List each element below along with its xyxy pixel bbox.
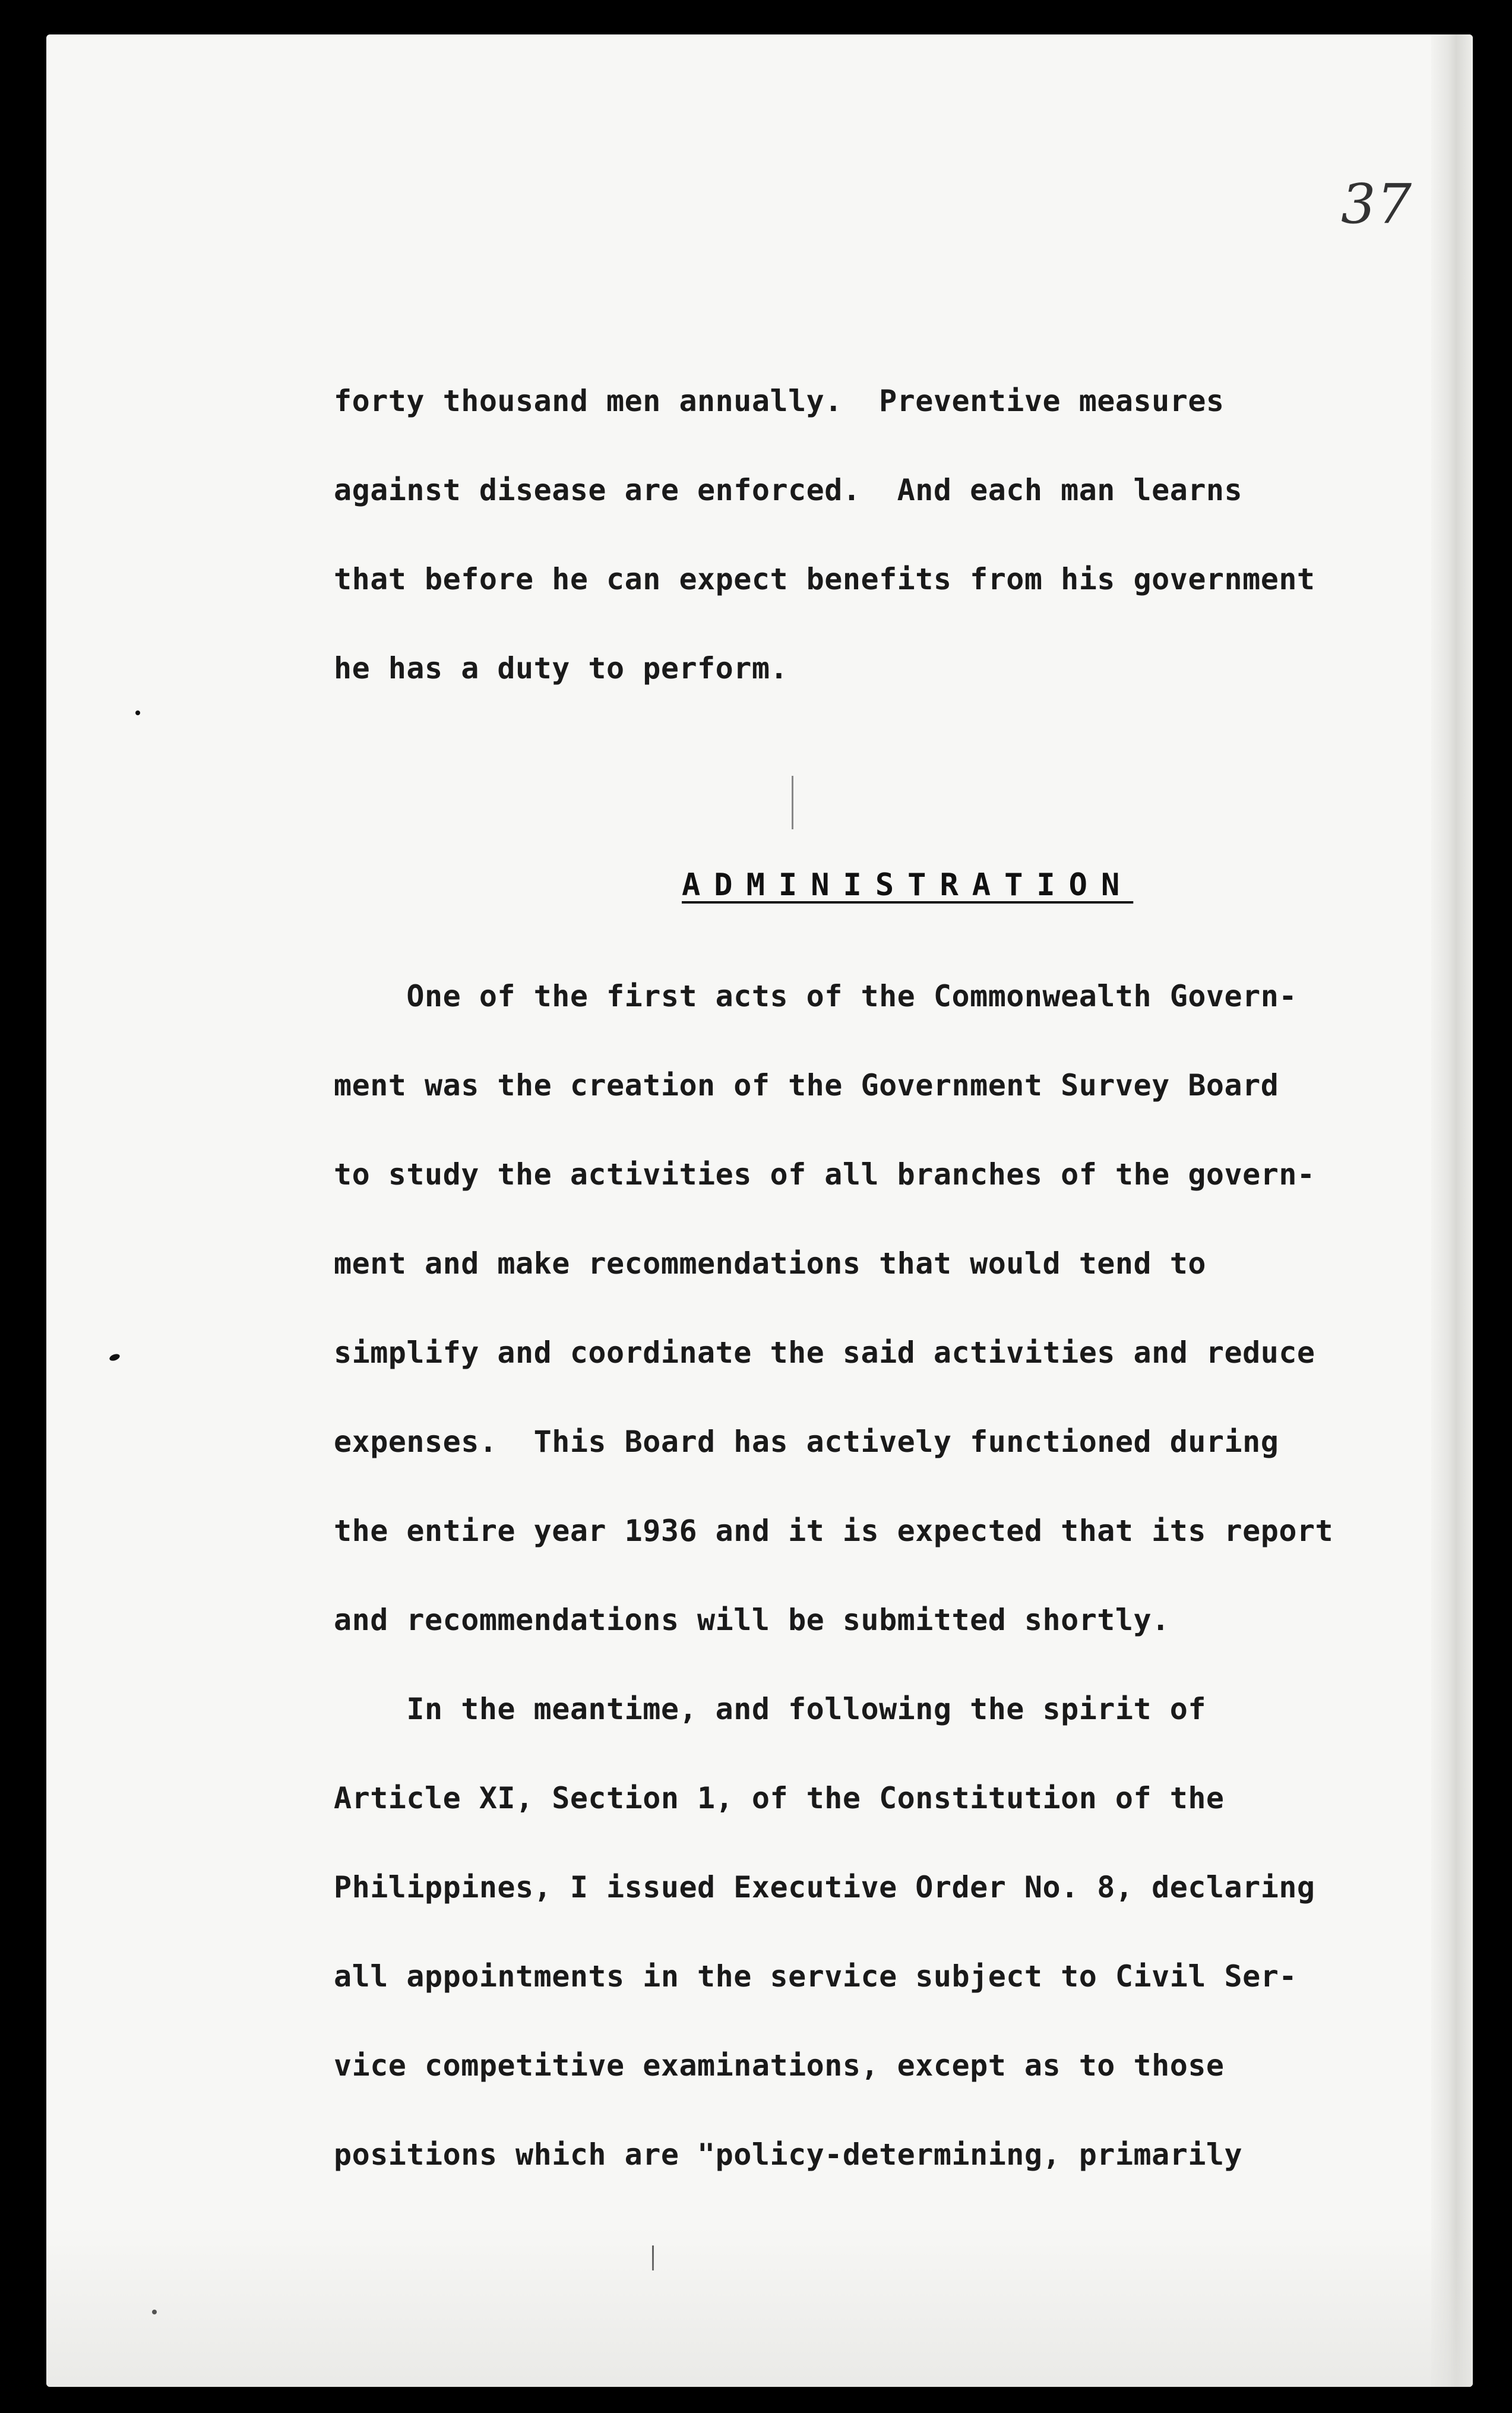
text-line: that before he can expect benefits from his government xyxy=(334,562,1315,596)
section-heading: ADMINISTRATION xyxy=(682,867,1134,903)
text-line: simplify and coordinate the said activities and reduce xyxy=(334,1335,1315,1370)
text-line: forty thousand men annually. Preventive measures xyxy=(334,384,1225,418)
document-page xyxy=(46,34,1473,2387)
text-line: positions which are "policy-determining, primarily xyxy=(334,2137,1243,2172)
text-line: Article XI, Section 1, of the Constitution of the xyxy=(334,1781,1225,1815)
text-line: the entire year 1936 and it is expected that its report xyxy=(334,1514,1334,1548)
text-line: to study the activities of all branches of the govern- xyxy=(334,1157,1315,1192)
page-edge-shadow xyxy=(1431,34,1473,2387)
text-line: vice competitive examinations, except as to those xyxy=(334,2048,1225,2083)
text-line: ment was the creation of the Government Survey Board xyxy=(334,1068,1279,1103)
text-line: Philippines, I issued Executive Order No. 8, declaring xyxy=(334,1870,1315,1904)
text-line: expenses. This Board has actively functioned during xyxy=(334,1425,1279,1459)
scan-speck xyxy=(109,1353,121,1362)
text-line: ment and make recommendations that would tend to xyxy=(334,1246,1206,1281)
bottom-smudge xyxy=(46,2226,1473,2387)
text-line: against disease are enforced. And each man learns xyxy=(334,473,1243,507)
scan-speck xyxy=(135,710,140,715)
text-line: all appointments in the service subject to Civil Ser- xyxy=(334,1959,1297,1994)
text-line: In the meantime, and following the spirit of xyxy=(334,1692,1206,1726)
text-line: One of the first acts of the Commonwealth Govern- xyxy=(334,979,1297,1013)
text-line: he has a duty to perform. xyxy=(334,651,789,686)
page-number: 37 xyxy=(1341,172,1413,236)
scan-line-mark xyxy=(792,776,793,829)
text-line: and recommendations will be submitted shortly. xyxy=(334,1603,1170,1637)
